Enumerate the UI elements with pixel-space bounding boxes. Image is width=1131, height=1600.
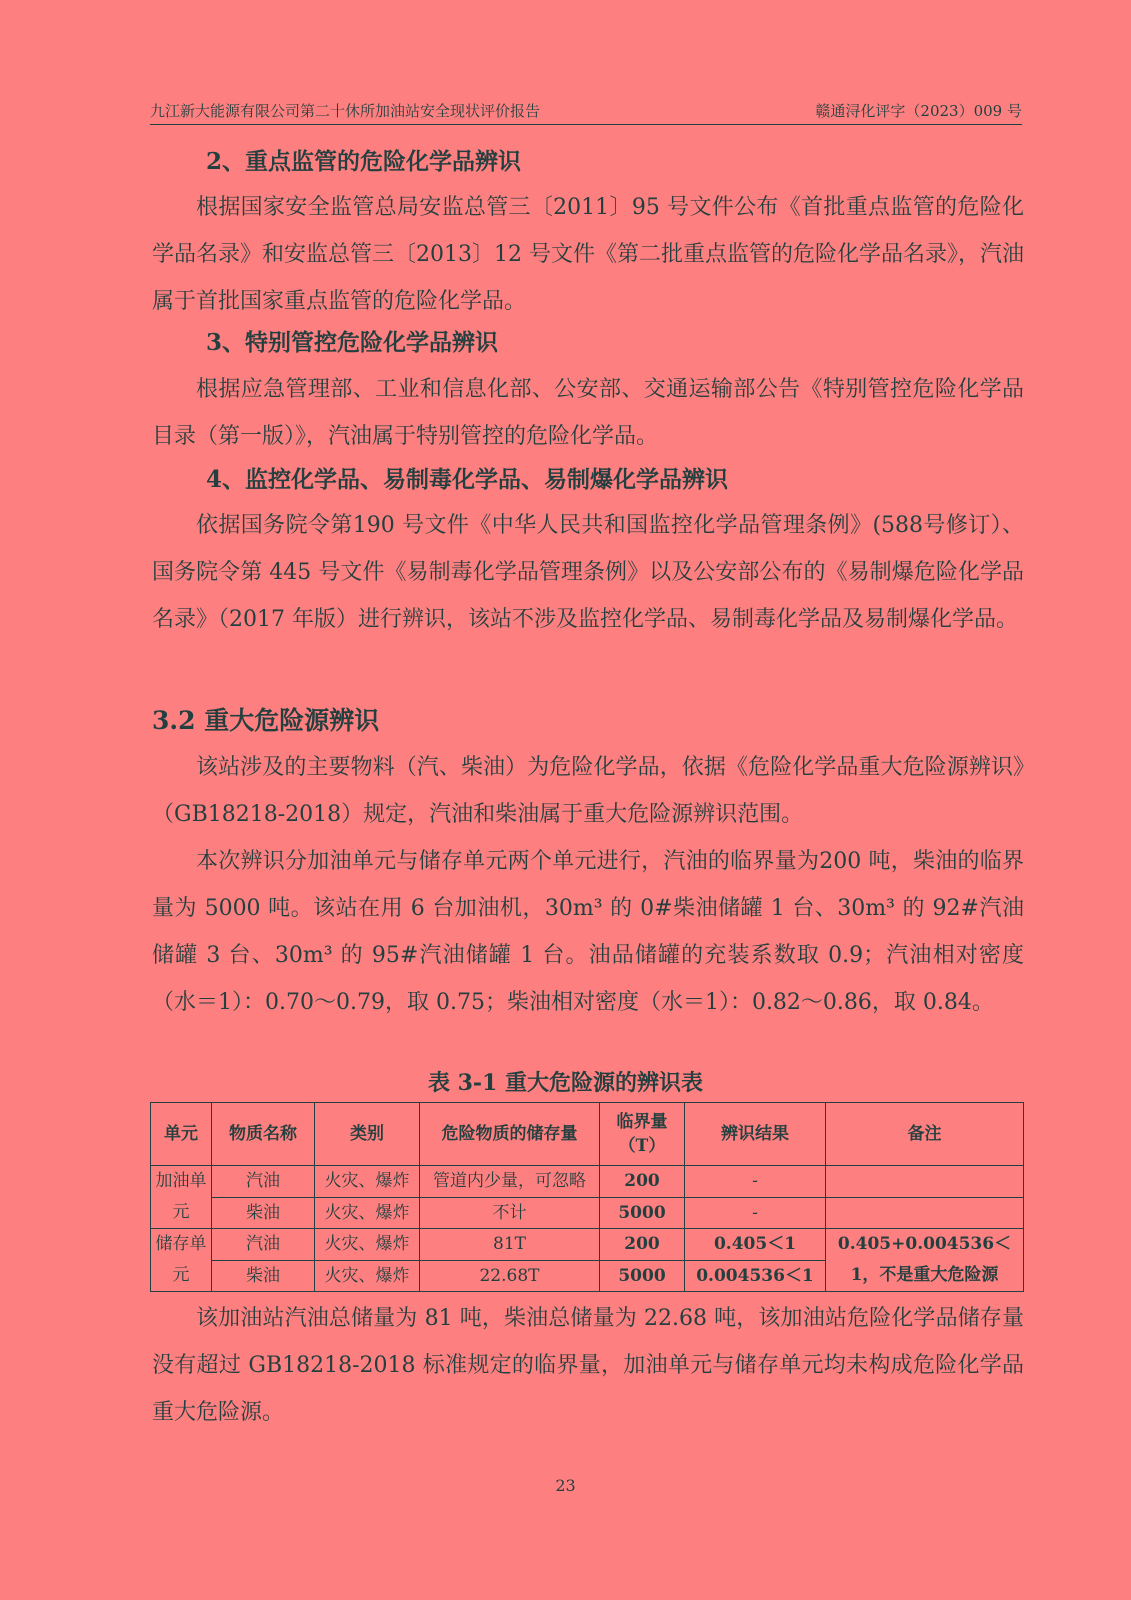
category-cell: 火灾、爆炸 bbox=[315, 1166, 420, 1198]
substance-cell: 柴油 bbox=[212, 1197, 315, 1229]
result-cell: 0.405＜1 bbox=[685, 1229, 826, 1261]
unit-cell-fueling: 加油单元 bbox=[151, 1166, 212, 1229]
storage-cell: 不计 bbox=[420, 1197, 600, 1229]
critical-cell: 5000 bbox=[600, 1260, 685, 1292]
col-header-critical: 临界量（T） bbox=[600, 1103, 685, 1166]
col-header-storage: 危险物质的储存量 bbox=[420, 1103, 600, 1166]
header-report-number: 赣通浔化评字（2023）009 号 bbox=[815, 102, 1022, 120]
subsection-heading-2: 2、重点监管的危险化学品辨识 bbox=[206, 148, 522, 175]
col-header-note: 备注 bbox=[826, 1103, 1024, 1166]
category-cell: 火灾、爆炸 bbox=[315, 1197, 420, 1229]
note-cell-empty bbox=[826, 1197, 1024, 1229]
page-number: 23 bbox=[555, 1476, 576, 1495]
critical-cell: 5000 bbox=[600, 1197, 685, 1229]
paragraph-identification-basis: 本次辨识分加油单元与储存单元两个单元进行，汽油的临界量为200 吨，柴油的临界量为 5000 吨。该站在用 6 台加油机，30m³ 的 0#柴油储罐 1 台、30m³ 的 92#汽油储罐 3 台、30m³ 的 95#汽油储罐 1 台。油品储罐的充装系数取 0.9；汽油相对密度（水＝1）：0.70～0.79，取 0.75；柴油相对密度（水＝1）：0.82～0.86，取 0.84。 bbox=[152, 849, 1024, 1015]
substance-cell: 柴油 bbox=[212, 1260, 315, 1292]
subsection-heading-4: 4、监控化学品、易制毒化学品、易制爆化学品辨识 bbox=[206, 466, 729, 493]
table-row bbox=[151, 1197, 1024, 1229]
substance-cell: 汽油 bbox=[212, 1166, 315, 1198]
storage-cell: 管道内少量，可忽略 bbox=[420, 1166, 600, 1198]
substance-cell: 汽油 bbox=[212, 1229, 315, 1261]
paragraph-conclusion: 该加油站汽油总储量为 81 吨，柴油总储量为 22.68 吨，该加油站危险化学品储存量没有超过 GB18218-2018 标准规定的临界量，加油单元与储存单元均未构成危险化学品重大危险源。 bbox=[152, 1306, 1024, 1425]
col-header-result: 辨识结果 bbox=[685, 1103, 826, 1166]
critical-cell: 200 bbox=[600, 1166, 685, 1198]
storage-cell: 22.68T bbox=[420, 1260, 600, 1292]
paragraph-major-hazard-scope: 该站涉及的主要物料（汽、柴油）为危险化学品，依据《危险化学品重大危险源辨识》（GB18218-2018）规定，汽油和柴油属于重大危险源辨识范围。 bbox=[152, 755, 1024, 827]
category-cell: 火灾、爆炸 bbox=[315, 1260, 420, 1292]
page-header bbox=[150, 98, 1022, 125]
col-header-category: 类别 bbox=[315, 1103, 420, 1166]
storage-cell: 81T bbox=[420, 1229, 600, 1261]
result-cell: - bbox=[685, 1197, 826, 1229]
col-header-substance: 物质名称 bbox=[212, 1103, 315, 1166]
table-row bbox=[151, 1166, 1024, 1198]
hazard-identification-table bbox=[150, 1102, 1024, 1292]
table-caption: 表 3-1 重大危险源的辨识表 bbox=[427, 1070, 704, 1096]
paragraph-key-supervised: 根据国家安全监管总局安监总管三〔2011〕95 号文件公布《首批重点监管的危险化学品名录》和安监总管三〔2013〕12 号文件《第二批重点监管的危险化学品名录》，汽油属于首批国家重点监管的危险化学品。 bbox=[152, 195, 1024, 314]
note-cell: 0.405+0.004536＜1，不是重大危险源 bbox=[826, 1229, 1024, 1292]
paragraph-special-control: 根据应急管理部、工业和信息化部、公安部、交通运输部公告《特别管控危险化学品目录（第一版）》，汽油属于特别管控的危险化学品。 bbox=[152, 377, 1024, 449]
category-cell: 火灾、爆炸 bbox=[315, 1229, 420, 1261]
table-row bbox=[151, 1229, 1024, 1261]
subsection-heading-3: 3、特别管控危险化学品辨识 bbox=[206, 329, 499, 356]
header-report-title: 九江新大能源有限公司第二十休所加油站安全现状评价报告 bbox=[150, 102, 541, 120]
critical-cell: 200 bbox=[600, 1229, 685, 1261]
result-cell: 0.004536＜1 bbox=[685, 1260, 826, 1292]
paragraph-monitored-chemicals: 依据国务院令第190 号文件《中华人民共和国监控化学品管理条例》(588号修订）、国务院令第 445 号文件《易制毒化学品管理条例》以及公安部公布的《易制爆危险化学品名录》（2017 年版）进行辨识，该站不涉及监控化学品、易制毒化学品及易制爆化学品。 bbox=[152, 513, 1024, 632]
note-cell-empty bbox=[826, 1166, 1024, 1198]
table-header-row bbox=[151, 1103, 1024, 1166]
col-header-unit: 单元 bbox=[151, 1103, 212, 1166]
unit-cell-storage: 储存单元 bbox=[151, 1229, 212, 1292]
section-heading-3-2: 3.2 重大危险源辨识 bbox=[152, 706, 380, 735]
result-cell: - bbox=[685, 1166, 826, 1198]
